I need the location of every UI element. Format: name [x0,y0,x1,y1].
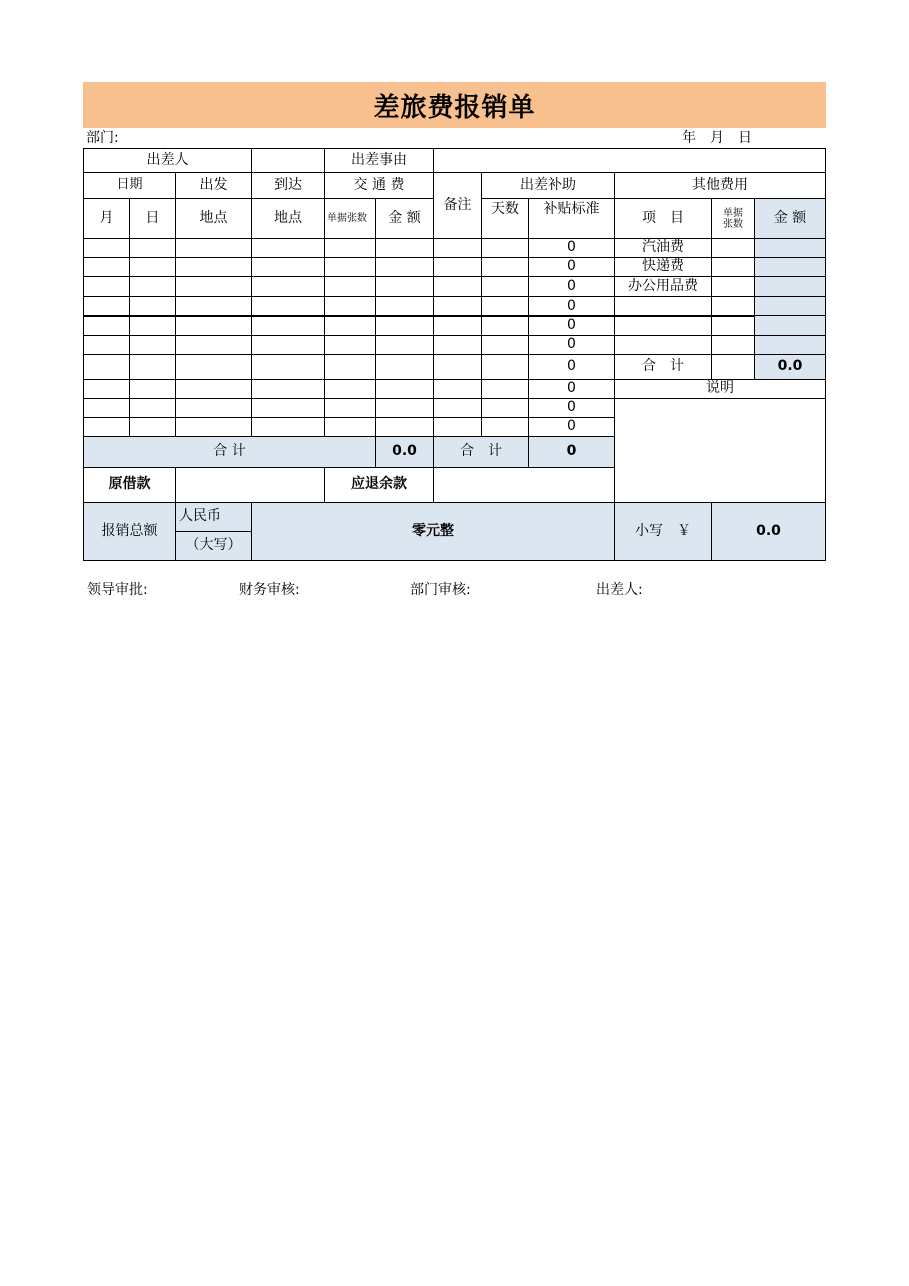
row-transport-amount-cell[interactable] [375,257,434,277]
row-transport-amount-cell[interactable] [375,335,434,355]
other-expenses-header: 其他费用 [614,172,826,199]
row-days-cell[interactable] [481,335,529,355]
days-header: 天数 [481,198,529,239]
row-month-cell[interactable] [83,315,130,336]
other-receipt-count-cell[interactable] [711,296,755,317]
row-arrive-place-cell[interactable] [251,379,325,399]
other-item-header: 项 目 [614,198,712,239]
original-loan-input[interactable] [175,467,325,503]
row-subsidy-standard-cell: 0 [528,296,615,317]
row-receipt-count-cell[interactable] [324,257,376,277]
dept-review-label: 部门审核: [410,582,471,598]
row-days-cell[interactable] [481,315,529,336]
row-remarks-cell[interactable] [433,354,482,380]
other-total-label: 合 计 [614,354,712,380]
row-receipt-count-cell[interactable] [324,296,376,317]
row-subsidy-standard-cell: 0 [528,257,615,277]
row-remarks-cell[interactable] [433,379,482,399]
row-depart-place-cell[interactable] [175,296,252,317]
other-item-cell[interactable] [614,296,712,317]
row-month-cell[interactable] [83,276,130,297]
arrive-header: 到达 [251,172,325,199]
row-remarks-cell[interactable] [433,238,482,258]
row-remarks-cell[interactable] [433,335,482,355]
row-days-cell[interactable] [481,398,529,418]
refund-input[interactable] [433,467,615,503]
transport-header: 交 通 费 [324,172,434,199]
row-arrive-place-cell[interactable] [251,257,325,277]
row-remarks-cell[interactable] [433,398,482,418]
other-item-cell[interactable] [614,315,712,336]
row-days-cell[interactable] [481,379,529,399]
uppercase-label: （大写） [175,531,252,561]
row-remarks-cell[interactable] [433,417,482,437]
row-month-cell[interactable] [83,379,130,399]
row-transport-amount-cell[interactable] [375,354,434,380]
row-receipt-count-cell[interactable] [324,354,376,380]
day-header: 日 [129,198,176,239]
transport-amount-header: 金 额 [375,198,434,239]
other-amount-cell[interactable] [754,276,826,297]
row-month-cell[interactable] [83,398,130,418]
row-receipt-count-cell[interactable] [324,238,376,258]
row-subsidy-standard-cell: 0 [528,379,615,399]
row-subsidy-standard-cell: 0 [528,276,615,297]
row-transport-amount-cell[interactable] [375,379,434,399]
row-depart-place-cell[interactable] [175,335,252,355]
lowercase-amount: 0.0 [711,502,826,561]
row-depart-place-cell[interactable] [175,238,252,258]
row-month-cell[interactable] [83,257,130,277]
finance-review-label: 财务审核: [239,582,300,598]
row-day-cell[interactable] [129,417,176,437]
row-month-cell[interactable] [83,354,130,380]
row-day-cell[interactable] [129,257,176,277]
row-subsidy-standard-cell: 0 [528,398,615,418]
row-month-cell[interactable] [83,417,130,437]
traveler-input[interactable] [251,148,325,173]
row-transport-amount-cell[interactable] [375,398,434,418]
other-item-cell[interactable] [614,335,712,355]
row-subsidy-standard-cell: 0 [528,354,615,380]
other-amount-cell[interactable] [754,238,826,258]
row-day-cell[interactable] [129,398,176,418]
reason-input[interactable] [433,148,826,173]
row-receipt-count-cell[interactable] [324,315,376,336]
row-depart-place-cell[interactable] [175,315,252,336]
row-day-cell[interactable] [129,296,176,317]
other-amount-cell[interactable] [754,296,826,317]
original-loan-label: 原借款 [83,467,176,503]
row-subsidy-standard-cell: 0 [528,417,615,437]
other-amount-header: 金 额 [754,198,826,239]
dept-label: 部门: [86,130,119,146]
row-receipt-count-cell[interactable] [324,335,376,355]
row-remarks-cell[interactable] [433,296,482,317]
depart-header: 出发 [175,172,252,199]
row-day-cell[interactable] [129,335,176,355]
other-item-cell[interactable]: 快递费 [614,257,712,277]
other-receipt-count-cell[interactable] [711,238,755,258]
transport-total-value: 0.0 [375,436,434,468]
subsidy-header: 出差补助 [481,172,615,199]
row-day-cell[interactable] [129,238,176,258]
other-item-cell[interactable]: 汽油费 [614,238,712,258]
other-receipt-count-header: 单据张数 [711,198,755,239]
row-arrive-place-cell[interactable] [251,335,325,355]
row-day-cell[interactable] [129,276,176,297]
row-remarks-cell[interactable] [433,315,482,336]
row-arrive-place-cell[interactable] [251,354,325,380]
other-receipt-count-cell[interactable] [711,257,755,277]
row-arrive-place-cell[interactable] [251,238,325,258]
row-days-cell[interactable] [481,276,529,297]
remarks-header: 备注 [433,172,482,239]
row-month-cell[interactable] [83,238,130,258]
form-title: 差旅费报销单 [373,92,536,123]
row-subsidy-standard-cell: 0 [528,315,615,336]
row-receipt-count-cell[interactable] [324,417,376,437]
row-day-cell[interactable] [129,315,176,336]
other-amount-cell[interactable] [754,315,826,336]
subsidy-total-value: 0 [528,436,615,468]
row-arrive-place-cell[interactable] [251,276,325,297]
row-subsidy-standard-cell: 0 [528,335,615,355]
receipt-count-header: 单据张数 [324,198,376,239]
rmb-label: 人民币 [175,502,252,532]
row-days-cell[interactable] [481,417,529,437]
row-remarks-cell[interactable] [433,276,482,297]
lowercase-label: 小写 ￥ [614,502,712,561]
row-day-cell[interactable] [129,379,176,399]
row-transport-amount-cell[interactable] [375,276,434,297]
subsidy-total-label: 合 计 [433,436,529,468]
month-header: 月 [83,198,130,239]
row-days-cell[interactable] [481,257,529,277]
other-total-receipts[interactable] [711,354,755,380]
row-receipt-count-cell[interactable] [324,276,376,297]
row-transport-amount-cell[interactable] [375,238,434,258]
row-receipt-count-cell[interactable] [324,379,376,399]
row-month-cell[interactable] [83,335,130,355]
row-depart-place-cell[interactable] [175,379,252,399]
other-amount-cell[interactable] [754,335,826,355]
row-arrive-place-cell[interactable] [251,315,325,336]
refund-label: 应退余款 [324,467,434,503]
row-depart-place-cell[interactable] [175,276,252,297]
notes-area[interactable] [614,398,826,503]
leader-approval-label: 领导审批: [87,582,148,598]
row-day-cell[interactable] [129,354,176,380]
notes-header: 说明 [614,379,826,399]
row-transport-amount-cell[interactable] [375,296,434,317]
row-transport-amount-cell[interactable] [375,417,434,437]
arrive-place-header: 地点 [251,198,325,239]
other-item-cell[interactable]: 办公用品费 [614,276,712,297]
traveler-header: 出差人 [83,148,252,173]
depart-place-header: 地点 [175,198,252,239]
row-subsidy-standard-cell: 0 [528,238,615,258]
other-receipt-count-cell[interactable] [711,315,755,336]
other-receipt-count-cell[interactable] [711,335,755,355]
row-receipt-count-cell[interactable] [324,398,376,418]
reimburse-total-label: 报销总额 [83,502,176,561]
row-month-cell[interactable] [83,296,130,317]
row-depart-place-cell[interactable] [175,257,252,277]
row-remarks-cell[interactable] [433,257,482,277]
row-arrive-place-cell[interactable] [251,296,325,317]
row-days-cell[interactable] [481,354,529,380]
row-depart-place-cell[interactable] [175,398,252,418]
transport-total-label: 合 计 [83,436,376,468]
row-arrive-place-cell[interactable] [251,398,325,418]
traveler-sign-label: 出差人: [596,582,643,598]
other-amount-cell[interactable] [754,257,826,277]
row-days-cell[interactable] [481,296,529,317]
row-depart-place-cell[interactable] [175,354,252,380]
row-arrive-place-cell[interactable] [251,417,325,437]
date-label: 年 月 日 [682,130,752,146]
uppercase-amount: 零元整 [251,502,615,561]
row-depart-place-cell[interactable] [175,417,252,437]
other-receipt-count-cell[interactable] [711,276,755,297]
row-transport-amount-cell[interactable] [375,315,434,336]
date-header: 日期 [83,172,176,199]
other-total-value: 0.0 [754,354,826,380]
reason-header: 出差事由 [324,148,434,173]
subsidy-standard-header: 补贴标准 [528,198,615,239]
row-days-cell[interactable] [481,238,529,258]
